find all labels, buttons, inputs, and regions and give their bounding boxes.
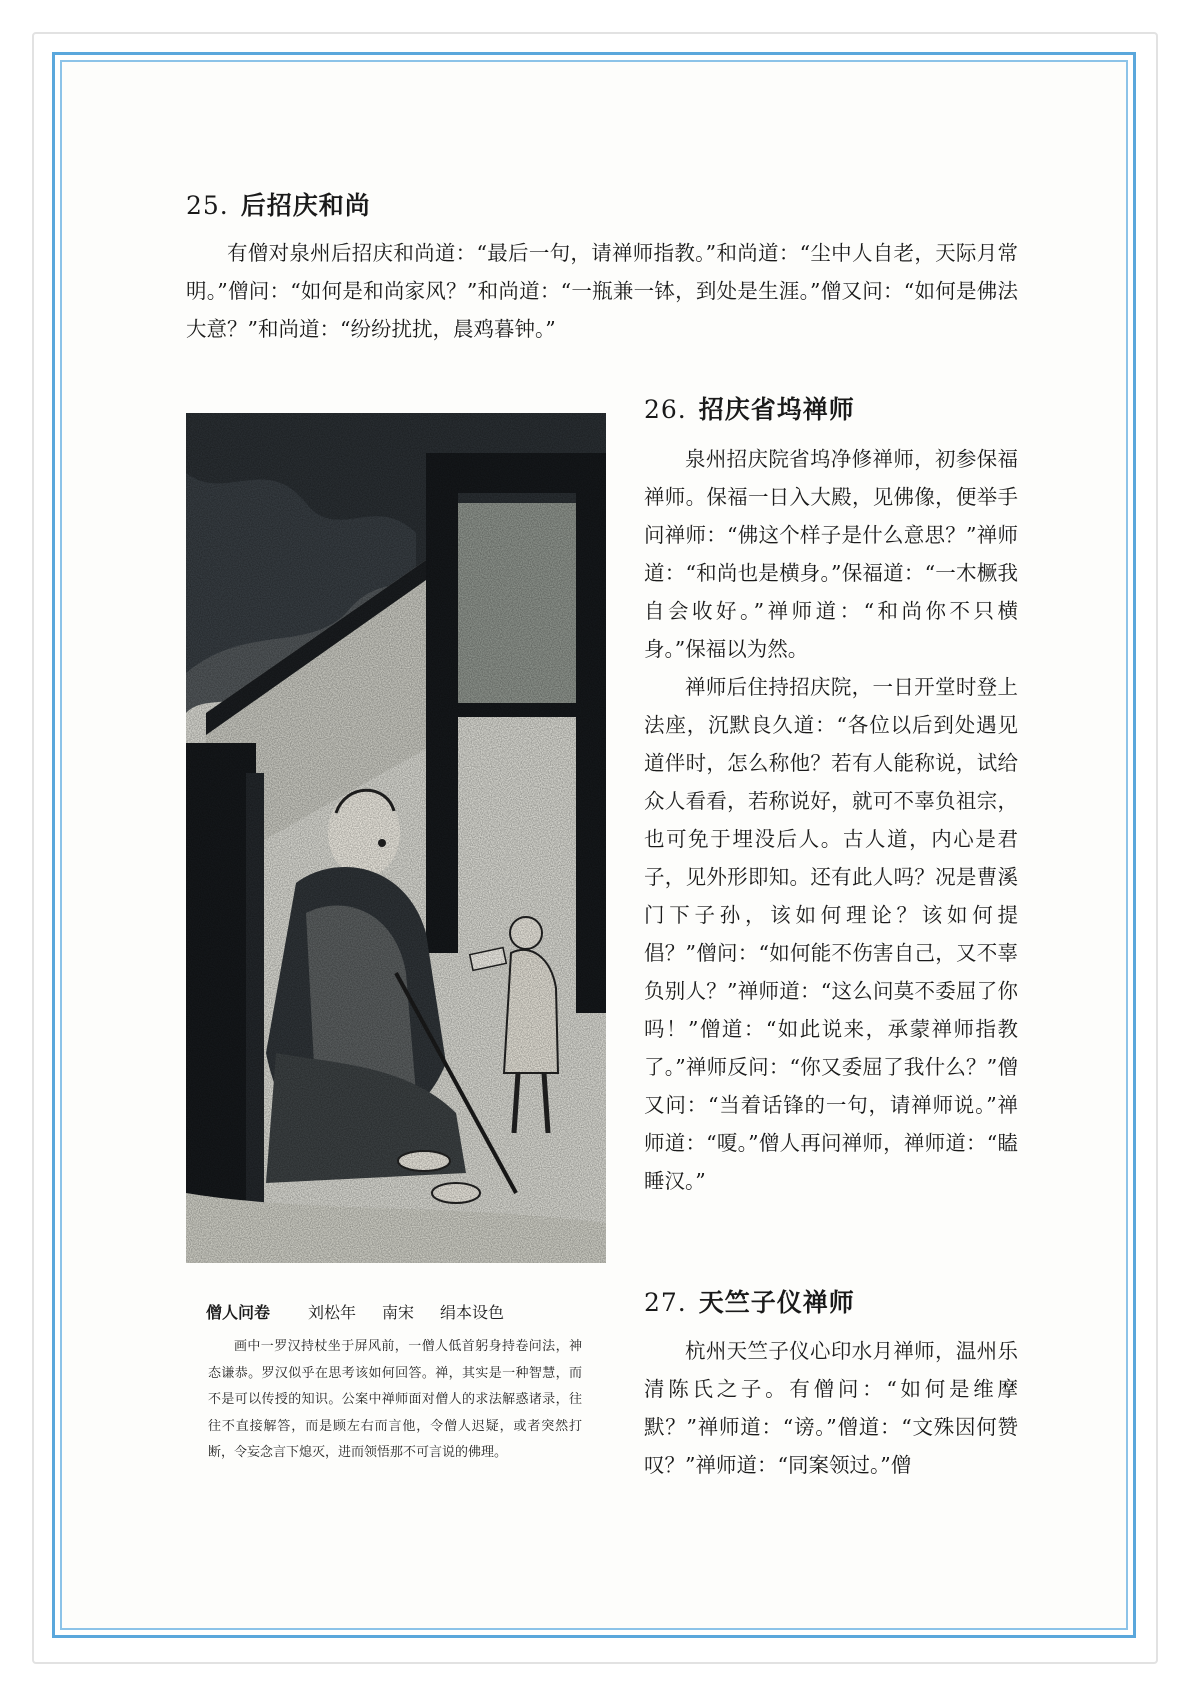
paragraph: 禅师后住持招庆院，一日开堂时登上法座，沉默良久道：“各位以后到处遇见道伴时，怎么称他？若有人能称说，试给众人看看，若称说好，就可不辜负祖宗，也可免于埋没后人。古人道，内心是君子，见外形即知。还有此人吗？况是曹溪门下子孙，该如何理论？该如何提倡？”僧问：“如何能不伤害自己，又不辜负别人？”禅师道：“这么问莫不委屈了你吗！”僧道：“如此说来，承蒙禅师指教了。”禅师反问：“你又委屈了我什么？”僧又问：“当着话锋的一句，请禅师说。”禅师道：“嗄。”僧人再问禅师，禅师道：“瞌睡汉。” bbox=[644, 675, 1018, 1193]
figure-caption-title bbox=[206, 1300, 504, 1323]
section-26-body bbox=[644, 440, 1018, 1200]
section-title: 招庆省坞禅师 bbox=[698, 395, 855, 424]
paragraph: 有僧对泉州后招庆和尚道：“最后一句，请禅师指教。”和尚道：“尘中人自老，天际月常明。”僧问：“如何是和尚家风？”和尚道：“一瓶兼一钵，到处是生涯。”僧又问：“如何是佛法大意？”和尚道：“纷纷扰扰，晨鸡暮钟。” bbox=[186, 241, 1018, 341]
paragraph: 泉州招庆院省坞净修禅师，初参保福禅师。保福一日入大殿，见佛像，便举手问禅师：“佛这个样子是什么意思？”禅师道：“和尚也是横身。”保福道：“一木橛我自会收好。”禅师道：“和尚你不只横身。”保福以为然。 bbox=[644, 447, 1018, 661]
figure-title: 僧人问卷 bbox=[206, 1303, 271, 1322]
caption-paragraph: 画中一罗汉持杖坐于屏风前，一僧人低首躬身持卷问法，神态谦恭。罗汉似乎在思考该如何回答。禅，其实是一种智慧，而不是可以传授的知识。公案中禅师面对僧人的求法解惑诸录，往往不直接解答，而是顾左右而言他，令僧人迟疑，或者突然打断，令妄念言下熄灭，进而领悟那不可言说的佛理。 bbox=[208, 1339, 582, 1460]
section-27-heading bbox=[644, 1283, 855, 1319]
section-25-body bbox=[186, 234, 1018, 348]
figure-caption-description bbox=[208, 1334, 582, 1467]
section-number: 27. bbox=[644, 1288, 687, 1317]
section-number: 25. bbox=[186, 191, 229, 220]
section-title: 天竺子仪禅师 bbox=[698, 1288, 855, 1317]
painting-image bbox=[186, 413, 606, 1263]
section-number: 26. bbox=[644, 395, 687, 424]
paragraph: 杭州天竺子仪心印水月禅师，温州乐清陈氏之子。有僧问：“如何是维摩默？”禅师道：“谤。”僧道：“文殊因何赞叹？”禅师道：“同案领过。”僧 bbox=[644, 1339, 1018, 1477]
figure-artist: 刘松年 bbox=[308, 1303, 357, 1322]
section-title: 后招庆和尚 bbox=[240, 191, 371, 220]
section-25-heading bbox=[186, 186, 371, 222]
section-27-body bbox=[644, 1332, 1018, 1484]
figure-medium: 绢本设色 bbox=[440, 1303, 505, 1322]
painting-illustration bbox=[186, 413, 606, 1263]
figure-dynasty: 南宋 bbox=[382, 1303, 415, 1322]
section-26-heading bbox=[644, 390, 855, 426]
